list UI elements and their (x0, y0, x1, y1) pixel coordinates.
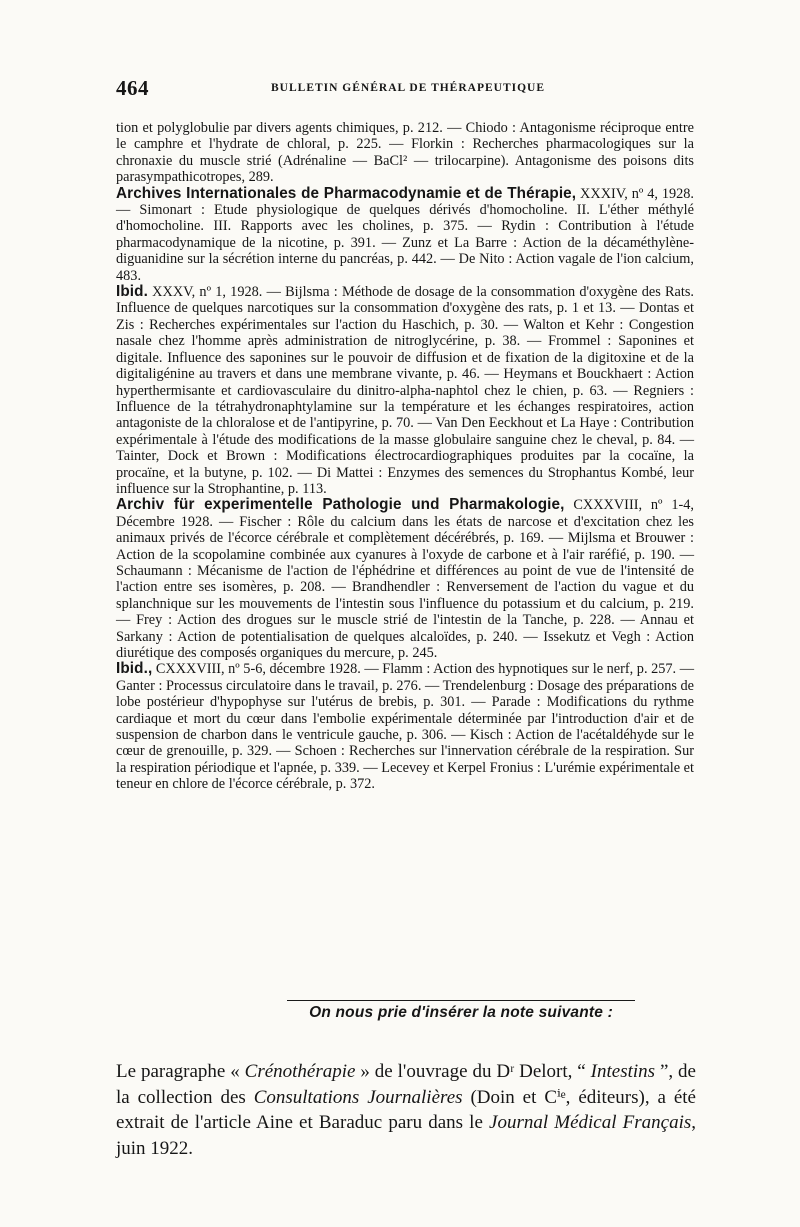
note-text: Le paragraphe « (116, 1061, 245, 1082)
entry-ibid-cxxxviii (116, 661, 694, 792)
journal-title: Archiv für experimentelle Pathologie und Pharmakologie, (116, 496, 565, 514)
page-header (116, 76, 691, 102)
entry-text: CXXXVIII, nº 5-6, décembre 1928. — Flamm : Action des hypnotiques sur le nerf, p. 257. — Ganter : Processus circulatoire dans le travail, p. 276. — Trendelenburg : Dosage des préparations de lobe postérieur d'hypophyse sur l'utérus de brebis, p. 301. — Parade : Modifications du rythme cardiaque et mort du cœur dans l'embolie expérimentale déterminée par l'introduction d'air et de suspension de charbon dans le ventricule gauche, p. 306. — Kisch : Action de l'acétaldéhyde sur le cœur de grenouille, p. 329. — Schoen : Recherches sur l'innervation cérébrale de la respiration. Sur la respiration périodique et l'apnée, p. 339. — Lecevey et Kerpel Fronius : L'urémie expérimentale et teneur en chlore de l'écorce cérébrale, p. 372. (116, 661, 694, 793)
entry-text: CXXXVIII, nº 1-4, Décembre 1928. — Fischer : Rôle du calcium dans les états de narcose et d'excitation chez les animaux privés de l'écorce cérébrale et complètement décérébrés, p. 169. — Mijlsma et Brouwer : Action de la scopolamine combinée aux cyanures à l'oxyde de carbone et à l'air raréfié, p. 190. — Schaumann : Mécanisme de l'action de l'éphédrine et différences au point de vue de l'intensité de l'action entre ses isomères, p. 208. — Brandhendler : Renversement de l'action du vague et du splanchnique sur les mouvements de l'intestin sous l'influence du potassium et du calcium, p. 219. — Frey : Action des drogues sur le muscle strié de l'intestin de la Tanche, p. 228. — Annau et Sarkany : Action de potentialisation de quelques alcaloïdes, p. 240. — Issekutz et Vegh : Action diurétique des composés organiques du mercure, p. 245. (116, 497, 694, 661)
entry-continuation: tion et polyglobulie par divers agents chimiques, p. 212. — Chiodo : Antagonisme réciproque entre le camphre et l'hydrate de chloral, p. 225. — Florkin : Recherches pharmacologiques sur la chronaxie du muscle strié (Adrénaline — BaCl² — trilocarpine). Antagonisme des poisons dits parasympathicotropes, 289. (116, 120, 694, 186)
entry-ibid-xxxv (116, 284, 694, 497)
note-italic: Journal Médical Français (489, 1112, 692, 1133)
note-italic: Consultations Journalières (253, 1086, 463, 1108)
note-italic: Crénothérapie (244, 1061, 356, 1082)
running-title: BULLETIN GÉNÉRAL DE THÉRAPEUTIQUE (271, 82, 546, 94)
bibliography-listing (116, 120, 694, 793)
entry-archives-internationales (116, 186, 694, 284)
page-number: 464 (116, 76, 149, 100)
note-italic: Intestins (590, 1061, 656, 1082)
notice-heading: On nous prie d'insérer la note suivante : (287, 1000, 635, 1022)
entry-text: XXXV, nº 1, 1928. — Bijlsma : Méthode de dosage de la consommation d'oxygène des Rats. Influence de quelques narcotiques sur la consommation d'oxygène des rats, p. 1 et 13. — Dontas et Zis : Recherches expérimentales sur l'action du Haschich, p. 30. — Walton et Kehr : Congestion nasale chez l'homme après administration de nitroglycérine, p. 38. — Frommel : Saponines et digitale. Influence des saponines sur le pouvoir de diffusion et de fixation de la digitoxine et de la digitaligénine au travers et dans une membrane vivante, p. 46. — Heymans et Bouckhaert : Action hyperthermisante et cardiovasculaire du dinitro-alpha-naphtol chez le chien, p. 63. — Regniers : Influence de la tétrahydronaphtylamine sur la température et les échanges respiratoires, action antagoniste de la chloralose et de l'antipyrine, p. 70. — Van Den Eeckhout et La Haye : Contribution expérimentale à l'étude des modifications de la masse globulaire sanguine chez le cheval, p. 84. — Tainter, Dock et Brown : Modifications électrocardiographiques produites par la cocaïne, la procaïne, et la butyne, p. 102. — Di Mattei : Enzymes des semences du Strophantus Kombé, leur influence sur la Strophantine, p. 113. (116, 284, 694, 497)
entry-archiv-experimentelle (116, 497, 694, 661)
note-text: (Doin et Cⁱᵉ, éditeurs), a été extrait de l'article Aine et Baraduc paru dans le (116, 1086, 696, 1133)
note-text: ”, de la collection des (116, 1061, 696, 1108)
ibid-label: Ibid., (116, 660, 153, 678)
note-text: » de l'ouvrage du Dʳ Delort, “ (355, 1061, 591, 1082)
ibid-label: Ibid. (116, 283, 148, 301)
note-text: , juin 1922. (116, 1112, 696, 1159)
journal-title: Archives Internationales de Pharmacodynamie et de Thérapie, (116, 184, 577, 202)
entry-text: XXXIV, nº 4, 1928. — Simonart : Etude physiologique de quelques dérivés d'homocholine. II. L'éther méthylé d'homocholine. III. Rapports avec les cholines, p. 375. — Rydin : Contribution à l'étude pharmacodynamique de la nicotine, p. 391. — Zunz et La Barre : Action de la décaméthylène-diguanidine sur la sécrétion interne du pancréas, p. 442. — De Nito : Action vagale de l'ion calcium, 483. (116, 185, 695, 284)
inserted-note (116, 1059, 696, 1161)
